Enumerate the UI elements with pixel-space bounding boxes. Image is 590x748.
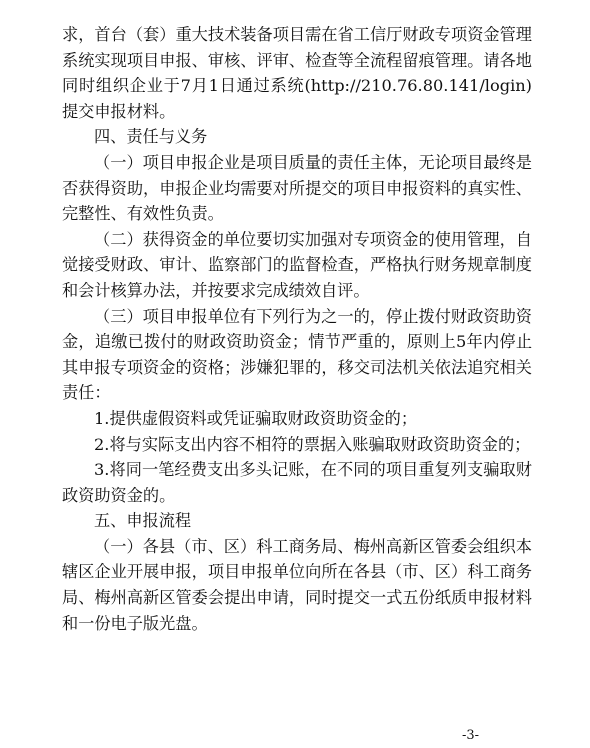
list-item-2: 2.将与实际支出内容不相符的票据入账骗取财政资助资金的； xyxy=(94,434,531,454)
list-item-3: 3.将同一笔经费支出多头记账，在不同的项目重复列支骗取财政资助资金的。 xyxy=(62,460,532,505)
section-heading-responsibilities: 四、责任与义务 xyxy=(94,127,208,147)
paragraph-process-1: （一）各县（市、区）科工商务局、梅州高新区管委会组织本辖区企业开展申报，项目申报单位向所在各县（市、区）科工商务局、梅州高新区管委会提出申请，同时提交一式五份纸质申报材料和一份电子版光盘。 xyxy=(62,536,532,633)
page-number: -3- xyxy=(462,728,480,743)
paragraph-responsibility-3: （三）项目申报单位有下列行为之一的，停止拨付财政资助资金，追缴已拨付的财政资助资金；情节严重的，原则上5年内停止其申报专项资金的资格；涉嫌犯罪的，移交司法机关依法追究相关责任： xyxy=(62,306,532,403)
paragraph-continuation: 求，首台（套）重大技术装备项目需在省工信厅财政专项资金管理系统实现项目申报、审核、评审、检查等全流程留痕管理。请各地同时组织企业于7月1日通过系统(http://210.76.80.141/login)提交申报材料。 xyxy=(62,25,532,121)
paragraph-responsibility-2: （二）获得资金的单位要切实加强对专项资金的使用管理，自觉接受财政、审计、监察部门的监督检查，严格执行财务规章制度和会计核算办法，并按要求完成绩效自评。 xyxy=(62,229,532,300)
section-heading-process: 五、申报流程 xyxy=(94,511,192,531)
paragraph-responsibility-1: （一）项目申报企业是项目质量的责任主体，无论项目最终是否获得资助，申报企业均需要对所提交的项目申报资料的真实性、完整性、有效性负责。 xyxy=(62,152,532,224)
document-body xyxy=(62,22,532,636)
list-item-1: 1.提供虚假资料或凭证骗取财政资助资金的； xyxy=(94,408,418,428)
